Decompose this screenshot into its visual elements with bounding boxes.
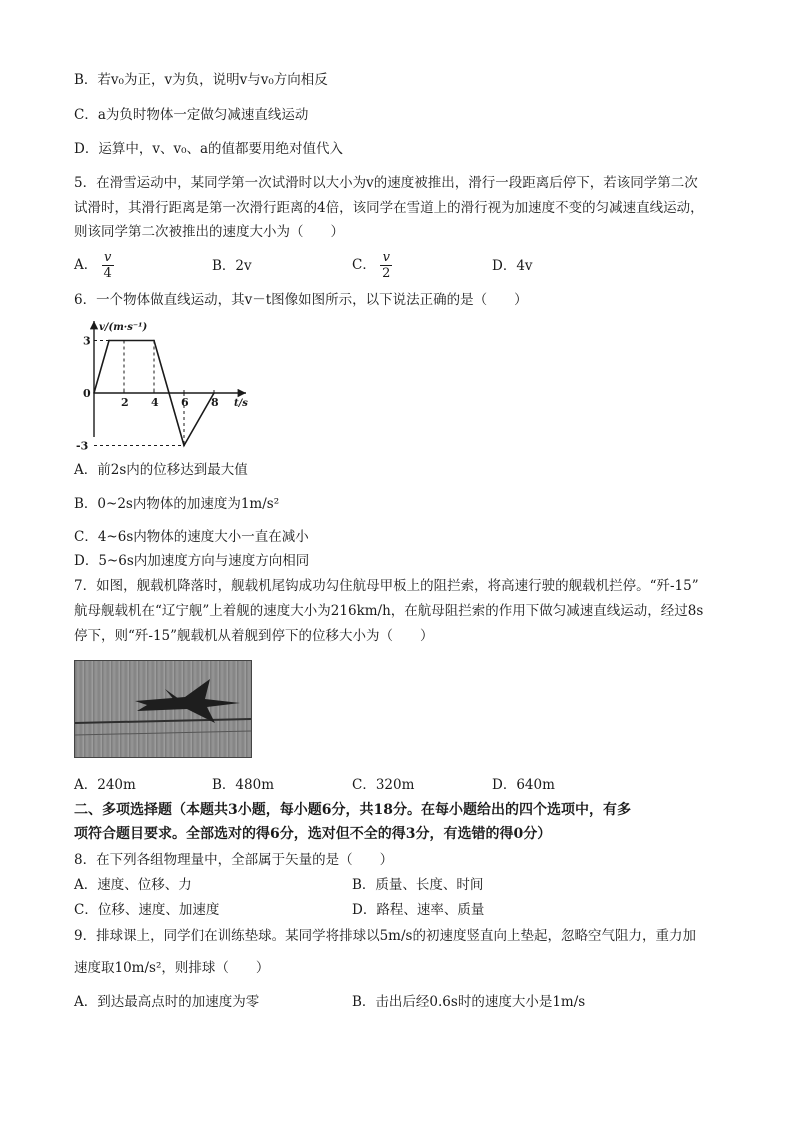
q7-stem-line3: 停下，则“歼-15”舰载机从着舰到停下的位移大小为（ ） xyxy=(74,628,434,644)
q7-option-c: C．320m xyxy=(352,777,415,793)
q5-option-a-fraction xyxy=(102,250,114,281)
q5-option-a-label: A． xyxy=(74,257,98,273)
q9-option-b: B．击出后经0.6s时的速度大小是1m/s xyxy=(352,994,586,1010)
jet-silhouette-icon xyxy=(75,661,251,757)
data-point xyxy=(153,340,155,342)
vt-graph xyxy=(74,315,254,450)
q5-stem-line3: 则该同学第二次被推出的速度大小为（ ） xyxy=(74,224,344,240)
q4-option-d: D．运算中，v、v₀、a的值都要用绝对值代入 xyxy=(74,141,344,157)
q7-option-d: D．640m xyxy=(492,777,555,793)
q8-option-d: D．路程、速率、质量 xyxy=(352,902,485,918)
q7-option-b: B．480m xyxy=(212,777,274,793)
data-point xyxy=(108,340,110,342)
carrier-landing-photo xyxy=(74,660,252,758)
x-tick-label: 4 xyxy=(151,396,159,409)
data-point xyxy=(183,445,185,447)
q8-option-b: B．质量、长度、时间 xyxy=(352,877,484,893)
y-tick-label: 3 xyxy=(83,334,91,348)
q5-option-c-label: C． xyxy=(352,257,376,273)
data-point xyxy=(93,392,95,394)
section2-heading-line1: 二、多项选择题（本题共3小题，每小题6分，共18分。在每小题给出的四个选项中，有多 xyxy=(74,802,631,818)
q5-option-a xyxy=(74,250,114,281)
section2-heading-line2: 项符合题目要求。全部选对的得6分，选对但不全的得3分，有选错的得0分） xyxy=(74,826,552,842)
q5-option-d: D．4v xyxy=(492,258,533,274)
origin-label: 0 xyxy=(83,387,91,400)
q7-stem-line1: 7．如图，舰载机降落时，舰载机尾钩成功勾住航母甲板上的阻拦索，将高速行驶的舰载机拦停。“歼-15” xyxy=(74,578,699,594)
q4-option-b: B．若v₀为正，v为负，说明v与v₀方向相反 xyxy=(74,72,328,88)
q5-option-c-fraction xyxy=(380,250,392,281)
data-point xyxy=(168,392,170,394)
q5-option-c-denominator: 2 xyxy=(382,266,391,281)
q8-stem: 8．在下列各组物理量中，全部属于矢量的是（ ） xyxy=(74,852,394,868)
q9-option-a: A．到达最高点时的加速度为零 xyxy=(74,994,260,1010)
q5-stem-line2: 试滑时，其滑行距离是第一次滑行距离的4倍，该同学在雪道上的滑行视为加速度不变的匀减速直线运动， xyxy=(74,200,704,216)
q5-option-c xyxy=(352,250,392,281)
q9-stem-line2: 速度取10m/s²，则排球（ ） xyxy=(74,960,270,976)
x-tick-label: 2 xyxy=(121,396,129,409)
x-tick-label: 8 xyxy=(211,396,219,409)
q5-option-a-denominator: 4 xyxy=(103,266,112,281)
q6-option-d: D．5~6s内加速度方向与速度方向相同 xyxy=(74,553,310,569)
q6-option-b: B．0~2s内物体的加速度为1m/s² xyxy=(74,496,280,512)
q5-option-a-numerator: v xyxy=(104,250,112,265)
y-tick-label: -3 xyxy=(76,439,89,450)
q5-stem-line1: 5．在滑雪运动中，某同学第一次试滑时以大小为v的速度被推出，滑行一段距离后停下，若该同学第二次 xyxy=(74,175,698,191)
q5-option-c-numerator: v xyxy=(382,250,390,265)
x-axis-label: t/s xyxy=(234,398,248,409)
q8-option-a: A．速度、位移、力 xyxy=(74,877,192,893)
q7-stem-line2: 航母舰载机在“辽宁舰”上着舰的速度大小为216km/h，在航母阻拦索的作用下做匀减速直线运动，经过8s xyxy=(74,603,704,619)
y-axis-label: v/(m·s⁻¹) xyxy=(99,322,148,333)
q6-option-c: C．4~6s内物体的速度大小一直在减小 xyxy=(74,529,309,545)
q7-option-a: A．240m xyxy=(74,777,136,793)
q4-option-c: C．a为负时物体一定做匀减速直线运动 xyxy=(74,107,309,123)
x-tick-label: 6 xyxy=(181,396,189,409)
q8-option-c: C．位移、速度、加速度 xyxy=(74,902,220,918)
q9-stem-line1: 9．排球课上，同学们在训练垫球。某同学将排球以5m/s的初速度竖直向上垫起，忽略空气阻力，重力加 xyxy=(74,928,696,944)
q5-option-b: B．2v xyxy=(212,258,252,274)
q6-stem: 6．一个物体做直线运动，其v－t图像如图所示，以下说法正确的是（ ） xyxy=(74,292,528,308)
q6-option-a: A．前2s内的位移达到最大值 xyxy=(74,462,248,478)
